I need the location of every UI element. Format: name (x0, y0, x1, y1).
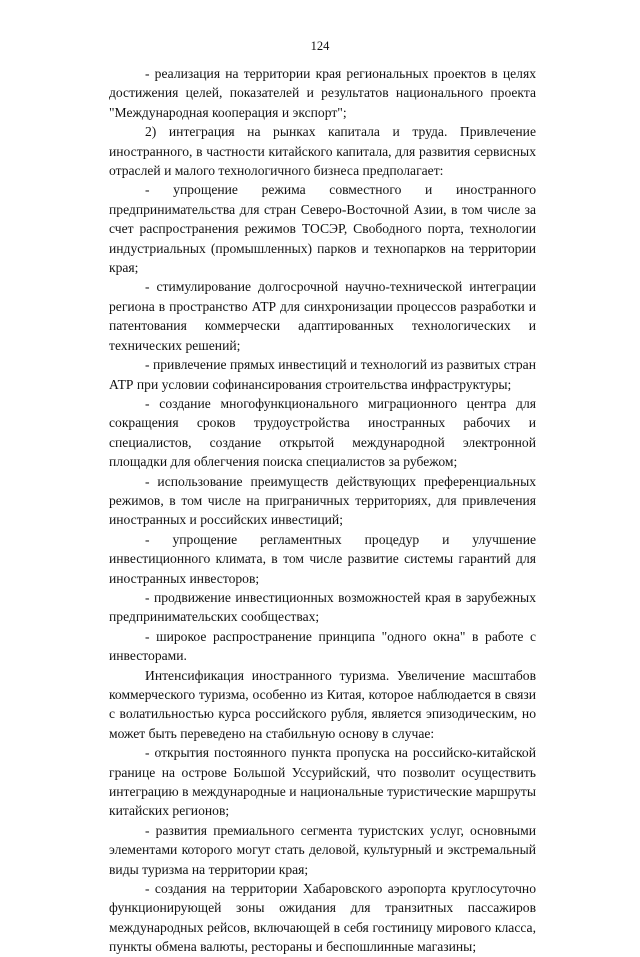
paragraph-foreign-tourism: Интенсификация иностранного туризма. Увеличение масштабов коммерческого туризма, особенно из Китая, которое наблюдается в связи с волатильностью курса российского рубля, является эпизодическим, но может быть переведено на стабильную основу в случае: (109, 667, 536, 741)
paragraph-direct-investment: - привлечение прямых инвестиций и технологий из развитых стран АТР при условии софинансирования строительства инфраструктуры; (109, 357, 536, 392)
paragraph-migration-center: - создание многофункционального миграционного центра для сокращения сроков трудоустройства иностранных рабочих и специалистов, создание открытой международной электронной площадки для облегчения поиска специалистов за рубежом; (109, 395, 536, 470)
paragraph-one-window: - широкое распространение принципа "одного окна" в работе с инвесторами. (109, 628, 536, 664)
paragraph-scientific-integration: - стимулирование долгосрочной научно-технической интеграции региона в пространство АТР для синхронизации процессов разработки и патентования коммерчески адаптированных технологических и технических решений; (109, 279, 536, 353)
paragraph-border-crossing: - открытия постоянного пункта пропуска на российско-китайской границе на острове Большой Уссурийский, что позволит осуществить интеграцию в международные и национальные туристические маршруты китайских регионов; (109, 745, 536, 819)
paragraph-capital-labor-integration: 2) интеграция на рынках капитала и труда. Привлечение иностранного, в частности китайского капитала, для развития сервисных отраслей и малого технологичного бизнеса предполагает: (109, 124, 536, 179)
paragraph-regional-projects: - реализация на территории края региональных проектов в целях достижения целей, показателей и результатов национального проекта "Международная кооперация и экспорт"; (109, 66, 536, 120)
paragraph-investment-promotion: - продвижение инвестиционных возможностей края в зарубежных предпринимательских сообществах; (109, 589, 536, 625)
paragraph-premium-tourism: - развития премиального сегмента туристских услуг, основными элементами которого могут стать деловой, культурный и экстремальный виды туризма на территории края; (109, 822, 536, 877)
page-number: 124 (310, 39, 330, 53)
paragraph-preferential-regimes: - использование преимуществ действующих преференциальных режимов, в том числе на приграничных территориях, для привлечения иностранных и российских инвестиций; (109, 473, 536, 528)
paragraph-entrepreneurship-regime: - упрощение режима совместного и иностранного предпринимательства для стран Северо-Восточной Азии, в том числе за счет распространения режимов ТОСЭР, Свободного порта, технологии индустриальных (промышленных) парков и технопарков на территории края; (109, 182, 536, 276)
paragraph-airport-transit-zone: - создания на территории Хабаровского аэропорта круглосуточно функционирующей зоны ожидания для транзитных пассажиров международных рейсов, включающей в себя гостиницу мирового класса, пункты обмена валюты, рестораны и беспошлинные магазины; (109, 881, 536, 955)
paragraph-investment-climate: - упрощение регламентных процедур и улучшение инвестиционного климата, в том числе развитие системы гарантий для иностранных инвесторов; (109, 531, 536, 586)
body-text (109, 64, 536, 957)
